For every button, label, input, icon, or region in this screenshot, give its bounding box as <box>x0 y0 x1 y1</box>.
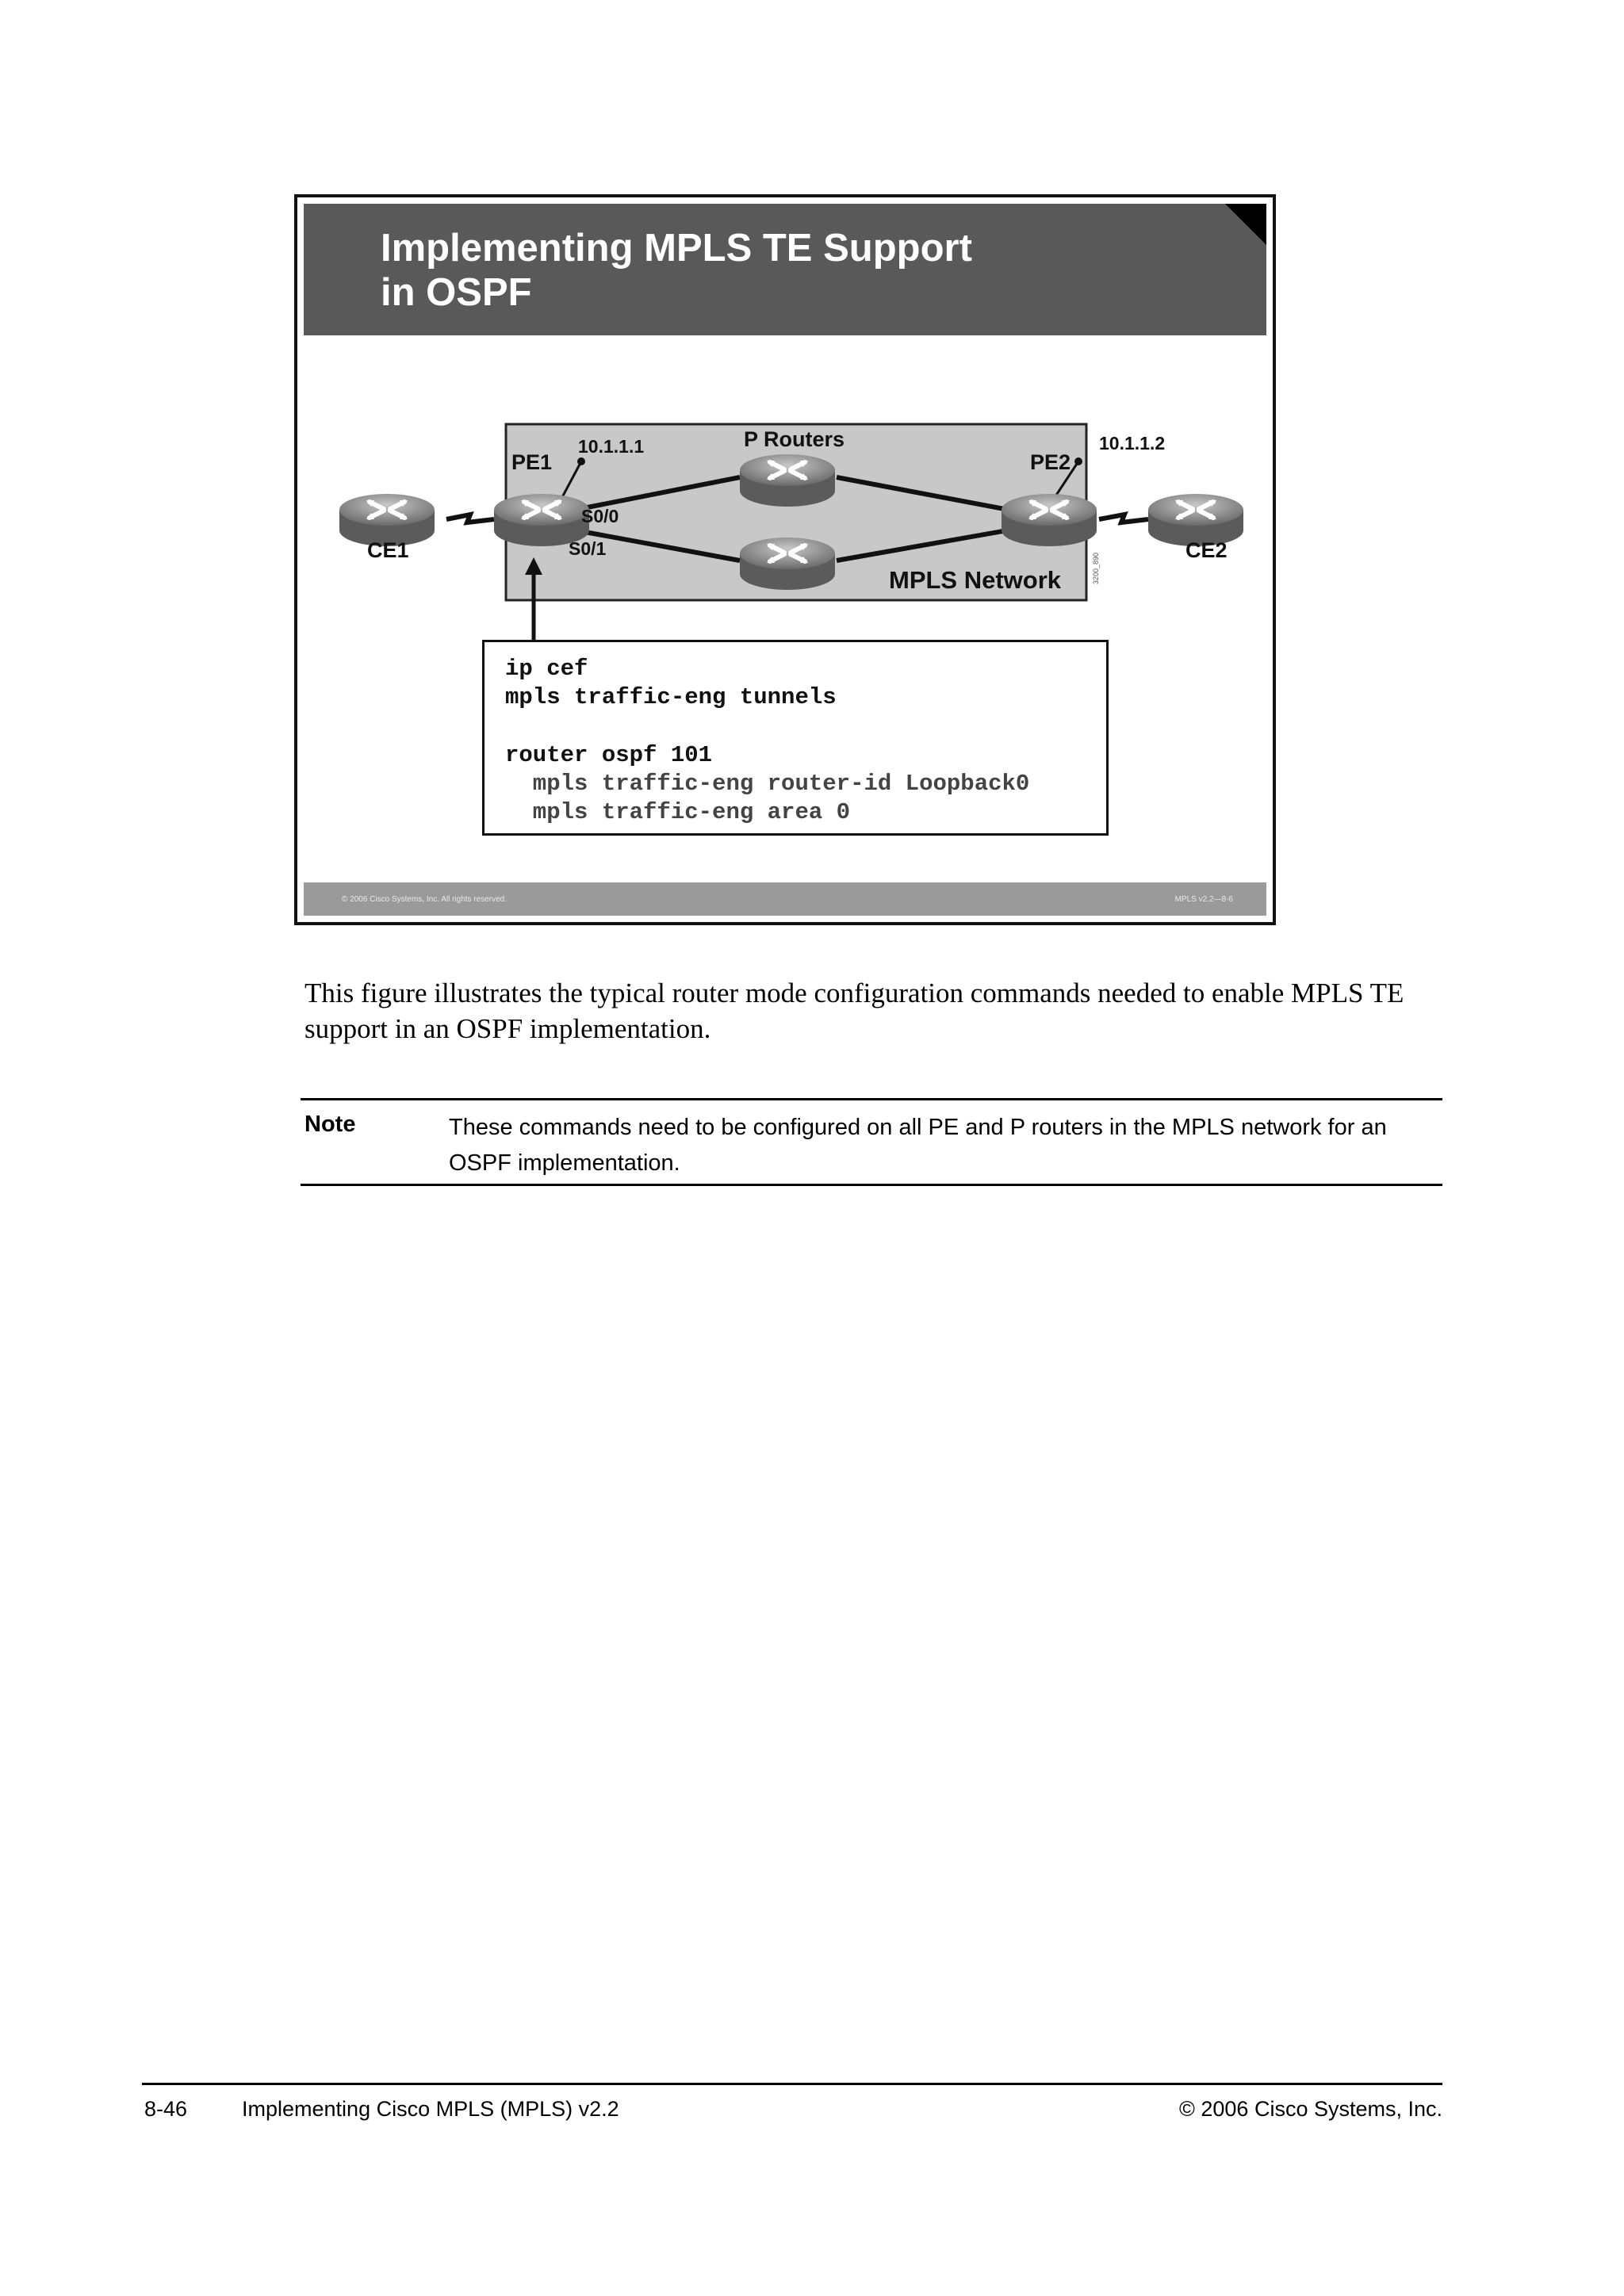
slide-footer <box>304 882 1266 916</box>
code-line: ip cef <box>505 656 588 682</box>
footer-rule <box>142 2083 1442 2085</box>
slide-figure <box>294 194 1276 925</box>
slide-copyright: © 2006 Cisco Systems, Inc. All rights reserved. <box>342 895 508 904</box>
slide-content <box>304 204 1266 916</box>
p2-router-icon <box>740 538 835 590</box>
mpls-network-label: MPLS Network <box>889 566 1062 594</box>
note-text: These commands need to be configured on all PE and P routers in the MPLS network for an OSPF implementation. <box>449 1115 1387 1176</box>
footer-copyright: © 2006 Cisco Systems, Inc. <box>1178 2097 1442 2121</box>
code-line: mpls traffic-eng router-id Loopback0 <box>505 771 1030 797</box>
pe2-label: PE2 <box>1030 450 1071 474</box>
code-line: mpls traffic-eng tunnels <box>505 684 837 710</box>
code-line: mpls traffic-eng area 0 <box>505 799 851 825</box>
book-title: Implementing Cisco MPLS (MPLS) v2.2 <box>242 2097 619 2121</box>
code-line: router ospf 101 <box>505 742 713 768</box>
config-code-box <box>482 640 1109 836</box>
pe2-ip-label: 10.1.1.2 <box>1099 433 1166 453</box>
pe1-label: PE1 <box>511 450 553 474</box>
pe2-loopback-dot <box>1074 457 1082 465</box>
body-paragraph: This figure illustrates the typical router mode configuration commands needed to enable MPLS TE support in an OSPF implementation. <box>304 978 1404 1044</box>
ce1-label: CE1 <box>367 538 409 562</box>
s01-label: S0/1 <box>569 538 607 559</box>
page-number: 8-46 <box>144 2097 188 2121</box>
pe2-ce2-link <box>1099 515 1148 522</box>
ce2-label: CE2 <box>1185 538 1228 562</box>
ce1-pe1-link <box>446 515 494 522</box>
pe1-loopback-dot <box>577 457 585 465</box>
p1-router-icon <box>740 454 835 507</box>
pe2-router-icon <box>1002 494 1097 546</box>
s00-label: S0/0 <box>581 506 619 526</box>
pe1-ip-label: 10.1.1.1 <box>578 436 645 457</box>
figure-id-label: 3200_890 <box>1092 552 1100 584</box>
note-label: Note <box>304 1112 356 1137</box>
note-bottom-rule <box>301 1184 1442 1186</box>
slide-version: MPLS v2.2—8-6 <box>1174 895 1233 904</box>
slide-title: Implementing MPLS TE Support in OSPF <box>381 227 972 314</box>
note-top-rule <box>301 1098 1442 1100</box>
p-routers-label: P Routers <box>744 427 845 451</box>
